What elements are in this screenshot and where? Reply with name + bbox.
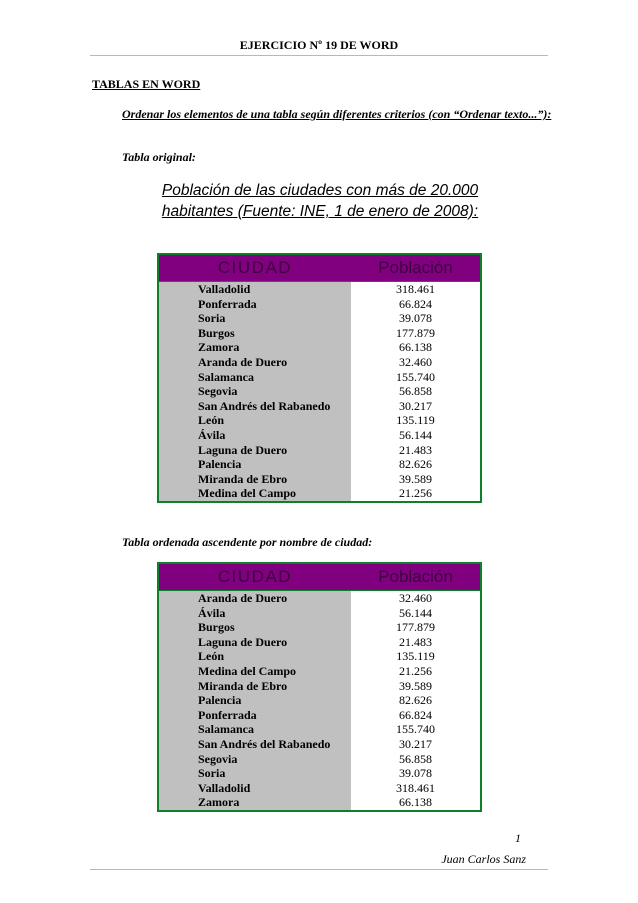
sorted-table-label: Tabla ordenada ascendente por nombre de ciudad: [122, 535, 373, 549]
population-cell: 318.461 [396, 282, 435, 296]
city-cell: Ponferrada [198, 296, 257, 311]
population-cell: 21.256 [399, 663, 432, 678]
column-header-population: Población [378, 567, 453, 586]
population-cell: 21.256 [399, 486, 432, 501]
population-cell: 56.144 [399, 427, 432, 442]
sorted-table-header [159, 564, 480, 591]
original-table-label: Tabla original: [122, 150, 196, 164]
sorted-table-body [159, 591, 480, 810]
population-cell: 66.824 [399, 296, 432, 311]
sorted-population-column [351, 591, 480, 810]
city-cell: Ponferrada [198, 707, 257, 722]
city-cell: Segovia [198, 751, 238, 766]
city-cell: Soria [198, 311, 226, 326]
city-cell: Salamanca [198, 369, 255, 384]
city-cell: Salamanca [198, 722, 255, 737]
city-cell: Burgos [198, 620, 235, 635]
city-cell: San Andrés del Rabanedo [198, 398, 331, 413]
column-header-population: Población [378, 258, 453, 277]
city-cell: Valladolid [198, 780, 251, 795]
population-cell: 56.858 [399, 751, 432, 766]
population-cell: 30.217 [399, 398, 432, 413]
city-cell: Ávila [198, 605, 226, 620]
footer-author: Juan Carlos Sanz [441, 852, 526, 866]
table-caption-text: Población de las ciudades con más de 20.000 habitantes (Fuente: INE, 1 de enero de 2008): [161, 182, 479, 220]
city-cell: Zamora [198, 340, 240, 355]
original-table [157, 253, 482, 503]
city-cell: León [198, 413, 225, 428]
city-cell: Aranda de Duero [198, 354, 288, 369]
city-cell: Laguna de Duero [198, 442, 288, 457]
city-cell: Palencia [198, 693, 242, 708]
population-cell: 82.626 [399, 457, 432, 472]
population-cell: 155.740 [396, 722, 435, 737]
section-title: TABLAS EN WORD [92, 77, 201, 91]
original-table-header [159, 255, 480, 282]
population-cell: 39.589 [399, 471, 432, 486]
population-cell: 21.483 [399, 442, 432, 457]
city-cell: Miranda de Ebro [198, 471, 288, 486]
population-cell: 66.824 [399, 707, 432, 722]
population-cell: 177.879 [396, 325, 435, 340]
population-cell: 39.078 [399, 311, 432, 326]
original-city-column [159, 282, 351, 501]
population-cell: 56.144 [399, 605, 432, 620]
city-cell: Burgos [198, 325, 235, 340]
intro-paragraph: Ordenar los elementos de una tabla según diferentes criterios (con “Ordenar texto...”): [122, 107, 552, 121]
population-cell: 66.138 [399, 340, 432, 355]
population-cell: 155.740 [396, 369, 435, 384]
population-cell: 56.858 [399, 384, 432, 399]
column-header-city: CIUDAD [217, 567, 293, 586]
population-cell: 135.119 [396, 413, 435, 428]
population-cell: 318.461 [396, 780, 435, 795]
city-cell: Valladolid [198, 282, 251, 296]
population-cell: 21.483 [399, 634, 432, 649]
sorted-table [157, 562, 482, 812]
population-cell: 177.879 [396, 620, 435, 635]
column-header-city: CIUDAD [217, 258, 293, 277]
sorted-city-column [159, 591, 351, 810]
city-cell: Palencia [198, 457, 242, 472]
population-cell: 30.217 [399, 736, 432, 751]
city-cell: Zamora [198, 795, 240, 810]
city-cell: León [198, 649, 225, 664]
table-caption [160, 180, 480, 222]
population-cell: 82.626 [399, 693, 432, 708]
population-cell: 39.589 [399, 678, 432, 693]
footer-divider [90, 869, 548, 870]
original-population-column [351, 282, 480, 501]
population-cell: 32.460 [399, 354, 432, 369]
city-cell: Medina del Campo [198, 486, 297, 501]
city-cell: Miranda de Ebro [198, 678, 288, 693]
population-cell: 66.138 [399, 795, 432, 810]
city-cell: Medina del Campo [198, 663, 297, 678]
city-cell: Segovia [198, 384, 238, 399]
header-divider [90, 55, 548, 56]
city-cell: San Andrés del Rabanedo [198, 736, 331, 751]
population-cell: 32.460 [399, 591, 432, 605]
city-cell: Laguna de Duero [198, 634, 288, 649]
population-cell: 39.078 [399, 766, 432, 781]
city-cell: Aranda de Duero [198, 591, 288, 605]
city-cell: Ávila [198, 427, 226, 442]
city-cell: Soria [198, 766, 226, 781]
page-number: 1 [515, 831, 521, 845]
page-header-title: EJERCICIO Nº 19 DE WORD [239, 38, 399, 52]
population-cell: 135.119 [396, 649, 435, 664]
original-table-body [159, 282, 480, 501]
